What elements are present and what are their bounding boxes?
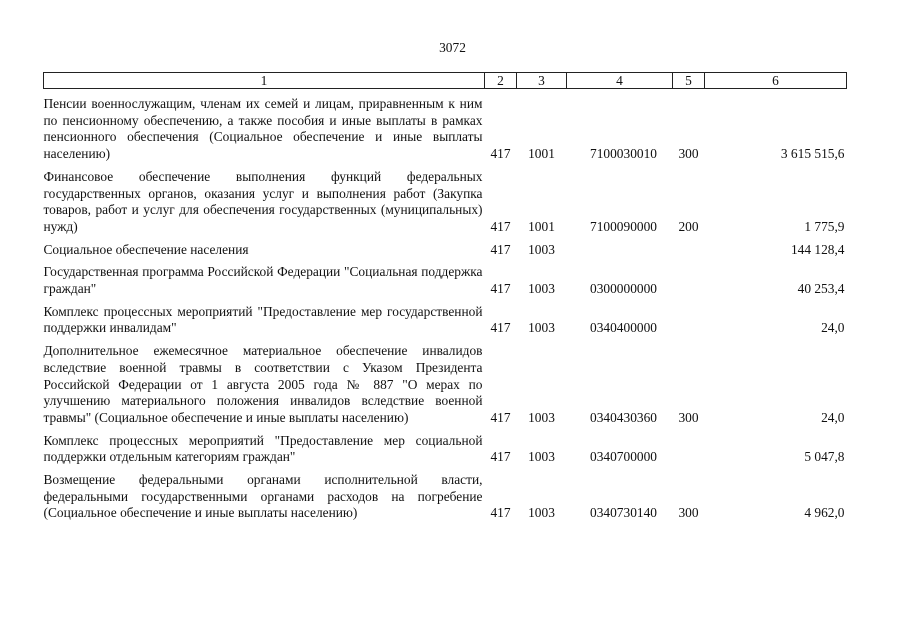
row-section-code: 1003 (528, 505, 555, 521)
row-section-code: 1003 (528, 409, 555, 425)
row-name: Пенсии военнослужащим, членам их семей и лицам, приравненным к ним по пенсионному обеспечению, а также пособия и иные выплаты в рамках пенсионного обеспечения (Социальное обеспечение и иные выплаты населению) (43, 96, 483, 162)
row-name: Социальное обеспечение населения (43, 241, 249, 257)
row-expense-type (673, 258, 705, 297)
table-row (44, 258, 847, 297)
row-amount: 1 775,9 (804, 218, 845, 234)
row-target-article: 7100030010 (590, 146, 657, 162)
row-expense-type: 200 (678, 218, 699, 234)
row-name: Комплекс процессных мероприятий "Предоставление мер социальной поддержки отдельным категориям граждан" (43, 432, 483, 465)
row-target-article: 0340700000 (590, 449, 657, 465)
row-ministry-code: 417 (490, 218, 511, 234)
row-expense-type (673, 298, 705, 337)
row-name: Финансовое обеспечение выполнения функций федеральных государственных органов, оказания услуг и выполнения работ (Закупка товаров, работ и услуг для обеспечения государственных (муниципальных) нужд) (43, 168, 483, 234)
table-row (44, 298, 847, 337)
row-ministry-code: 417 (490, 281, 511, 297)
table-row (44, 466, 847, 522)
row-target-article (567, 236, 673, 259)
row-section-code: 1001 (528, 218, 555, 234)
row-amount: 40 253,4 (797, 281, 845, 297)
row-target-article: 7100090000 (590, 218, 657, 234)
table-row (44, 337, 847, 427)
row-name: Возмещение федеральными органами исполнительной власти, федеральными государственными органами расходов на погребение (Социальное обеспечение и иные выплаты населению) (43, 472, 483, 521)
row-section-code: 1003 (528, 320, 555, 336)
row-section-code: 1003 (528, 281, 555, 297)
row-section-code: 1003 (528, 241, 555, 257)
column-header-section: 3 (517, 73, 567, 89)
row-expense-type: 300 (678, 146, 699, 162)
table-row (44, 236, 847, 259)
row-ministry-code: 417 (490, 505, 511, 521)
row-amount: 24,0 (821, 320, 845, 336)
row-expense-type: 300 (678, 505, 699, 521)
budget-table (43, 72, 847, 522)
column-header-target-article: 4 (567, 73, 673, 89)
column-header-name: 1 (44, 73, 485, 89)
row-ministry-code: 417 (490, 449, 511, 465)
row-expense-type (673, 236, 705, 259)
row-target-article: 0340730140 (590, 505, 657, 521)
row-name: Комплекс процессных мероприятий "Предоставление мер государственной поддержки инвалидам" (43, 303, 483, 336)
row-target-article: 0340430360 (590, 409, 657, 425)
row-target-article: 0300000000 (590, 281, 657, 297)
column-header-expense-type: 5 (673, 73, 705, 89)
row-expense-type: 300 (678, 409, 699, 425)
row-amount: 5 047,8 (804, 449, 845, 465)
row-section-code: 1001 (528, 146, 555, 162)
row-amount: 144 128,4 (790, 241, 845, 257)
row-ministry-code: 417 (490, 320, 511, 336)
row-ministry-code: 417 (490, 409, 511, 425)
column-number-row (44, 73, 847, 89)
row-name: Государственная программа Российской Федерации "Социальная поддержка граждан" (43, 264, 483, 297)
page-number: 3072 (439, 40, 466, 55)
row-section-code: 1003 (528, 449, 555, 465)
row-amount: 4 962,0 (804, 505, 845, 521)
row-name: Дополнительное ежемесячное материальное обеспечение инвалидов вследствие военной травмы в соответствии с Указом Президента Российской Федерации от 1 августа 2005 года № 887 "О мерах по улучшению материального положения инвалидов вследствие военной травмы" (Социальное обеспечение и иные выплаты населению) (43, 343, 483, 425)
row-target-article: 0340400000 (590, 320, 657, 336)
row-amount: 24,0 (821, 409, 845, 425)
row-amount: 3 615 515,6 (780, 146, 845, 162)
column-header-amount: 6 (705, 73, 847, 89)
column-header-ministry: 2 (485, 73, 517, 89)
table-row (44, 427, 847, 466)
row-ministry-code: 417 (490, 146, 511, 162)
row-ministry-code: 417 (490, 241, 511, 257)
row-expense-type (673, 427, 705, 466)
table-row (44, 89, 847, 163)
table-row (44, 163, 847, 236)
